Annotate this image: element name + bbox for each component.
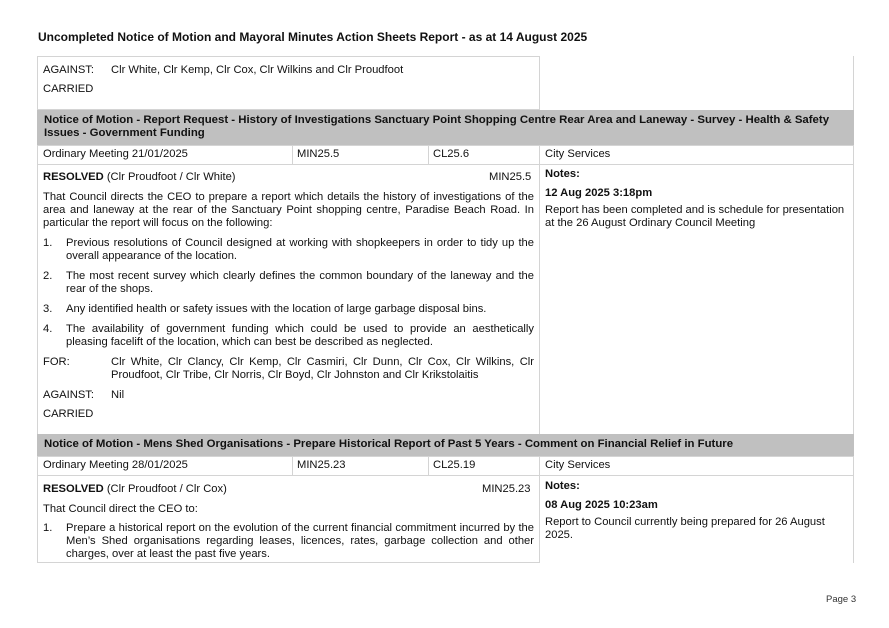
point-text: Prepare a historical report on the evolution of the current financial commitment incurred by the Men’s Shed organisations regarding leases, licences, rates, garbage collection and other charges, over at least the past five years. [66, 522, 534, 560]
resolved-minute: MIN25.5 [489, 171, 532, 183]
resolved-movers: (Clr Proudfoot / Clr Cox) [106, 483, 227, 495]
resolved-label: RESOLVED [43, 171, 104, 183]
resolved-movers: (Clr Proudfoot / Clr White) [106, 171, 236, 183]
cl-value: CL25.6 [433, 148, 470, 160]
for-label: FOR: [43, 356, 70, 368]
point-number: 4. [43, 323, 53, 335]
point-text: The availability of government funding which could be used to provide an aesthetically pleasing facelift of the location, which can best be described as neglected. [66, 323, 534, 348]
resolved-label: RESOLVED [43, 483, 104, 495]
resolved-minute: MIN25.23 [482, 483, 531, 495]
meeting-value: Ordinary Meeting 21/01/2025 [43, 148, 188, 160]
point-number: 1. [43, 522, 53, 534]
resolution-intro: That Council direct the CEO to: [43, 503, 198, 515]
minute-value: MIN25.5 [297, 148, 340, 160]
item-heading: Notice of Motion - Mens Shed Organisations - Prepare Historical Report of Past 5 Years - Comment on Financial Relief in Future [37, 434, 854, 456]
prev-carried: CARRIED [43, 83, 94, 95]
cl-value: CL25.19 [433, 459, 476, 471]
point-text: Any identified health or safety issues with the location of large garbage disposal bins. [66, 303, 487, 315]
point-number: 1. [43, 237, 53, 249]
note-text: Report to Council currently being prepared for 26 August 2025. [545, 516, 825, 541]
department-value: City Services [545, 459, 611, 471]
carried-status: CARRIED [43, 408, 94, 420]
against-value: Nil [111, 389, 125, 401]
notes-label: Notes: [545, 168, 580, 180]
note-text: Report has been completed and is schedule for presentation at the 26 August Ordinary Council Meeting [545, 204, 845, 229]
prev-against-label: AGAINST: [43, 64, 94, 76]
point-number: 3. [43, 303, 53, 315]
for-value: Clr White, Clr Clancy, Clr Kemp, Clr Casmiri, Clr Dunn, Clr Cox, Clr Wilkins, Clr Proudfoot, Clr Tribe, Clr Norris, Clr Boyd, Clr Johnston and Clr Krikstolaitis [111, 356, 534, 381]
notes-label: Notes: [545, 480, 580, 492]
minute-value: MIN25.23 [297, 459, 346, 471]
prev-against-value: Clr White, Clr Kemp, Clr Cox, Clr Wilkins and Clr Proudfoot [111, 64, 404, 76]
point-number: 2. [43, 270, 53, 282]
meeting-value: Ordinary Meeting 28/01/2025 [43, 459, 188, 471]
point-text: The most recent survey which clearly defines the common boundary of the laneway and the rear of the shops. [66, 270, 534, 295]
item-heading: Notice of Motion - Report Request - History of Investigations Sanctuary Point Shopping Centre Rear Area and Laneway - Survey - Health & Safety Issues - Government Funding [37, 110, 854, 145]
point-text: Previous resolutions of Council designed at working with shopkeepers in order to tidy up the overall appearance of the location. [66, 237, 534, 262]
report-title: Uncompleted Notice of Motion and Mayoral Minutes Action Sheets Report - as at 14 August 2025 [38, 30, 588, 44]
department-value: City Services [545, 148, 611, 160]
against-label: AGAINST: [43, 389, 94, 401]
prev-item-notes-cell [539, 56, 854, 110]
resolution-intro: That Council directs the CEO to prepare a report which details the history of investigations of the area and laneway at the rear of the Sanctuary Point shopping centre, Paradise Beach Road. In particular the report will focus on the following: [43, 191, 534, 229]
note-date: 08 Aug 2025 10:23am [545, 499, 658, 511]
resolved-line [43, 171, 236, 184]
resolved-line [43, 483, 227, 496]
page-number: Page 3 [826, 594, 857, 605]
note-date: 12 Aug 2025 3:18pm [545, 187, 653, 199]
